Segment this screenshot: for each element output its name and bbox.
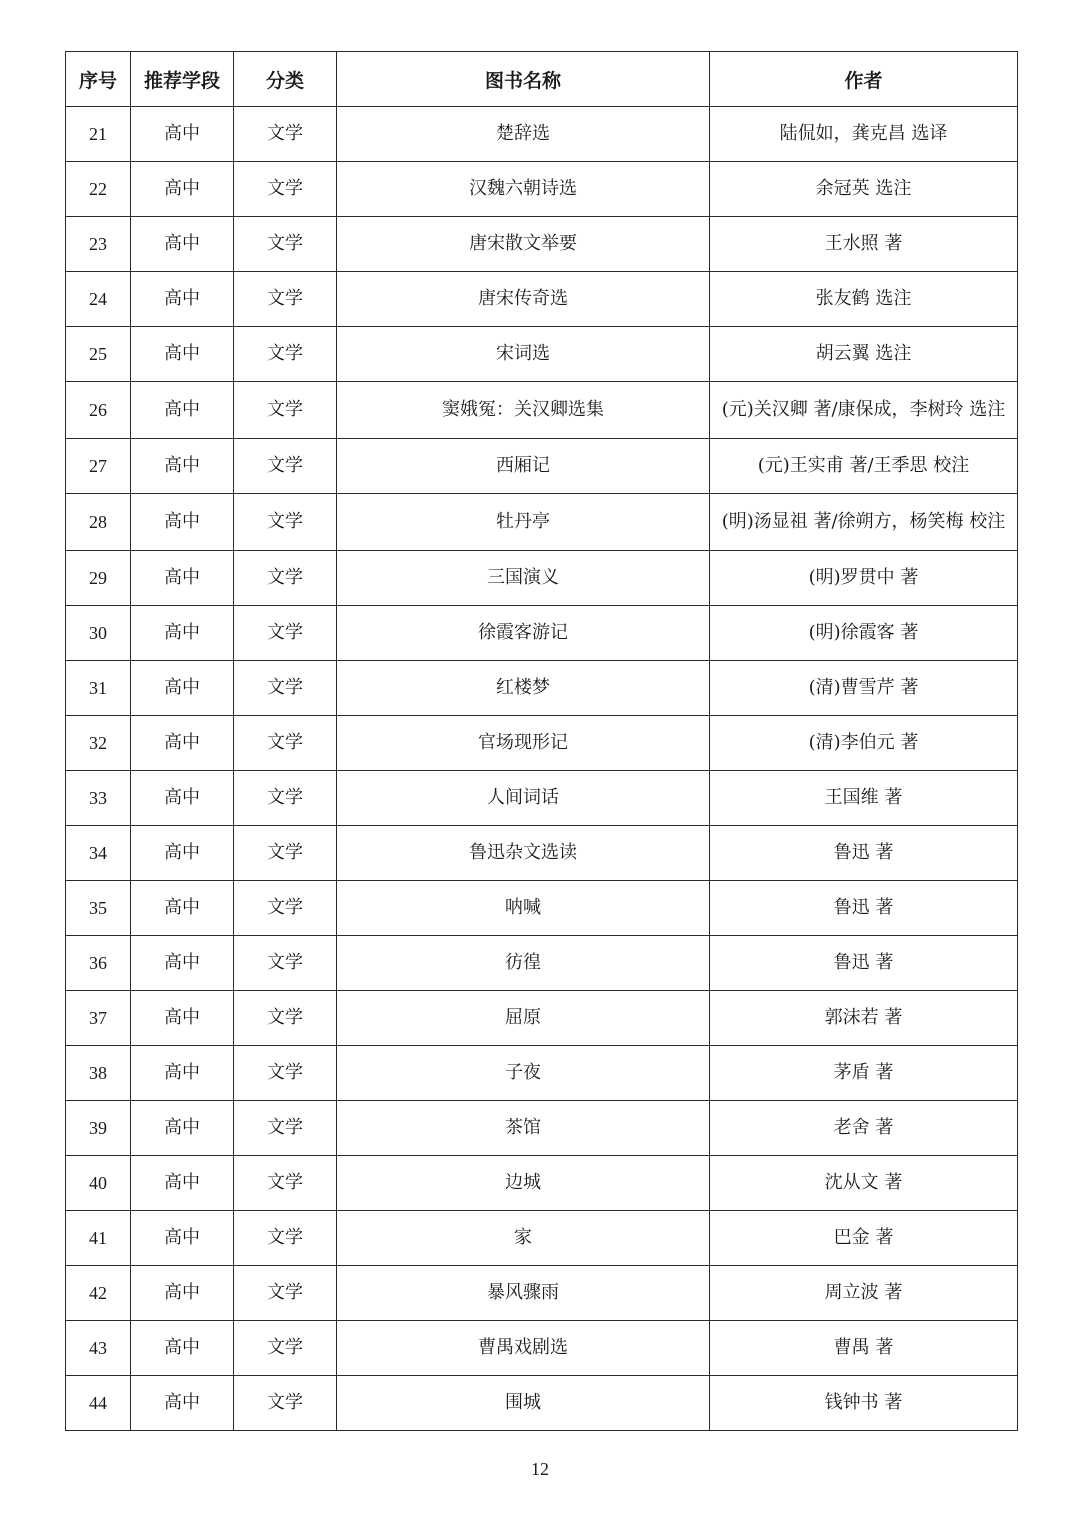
cell-index: 33 [66, 771, 131, 826]
cell-title: 屈原 [337, 991, 710, 1046]
cell-author: 曹禺 著 [710, 1321, 1018, 1376]
table-row [66, 881, 1018, 936]
cell-index: 31 [66, 661, 131, 716]
table-row [66, 991, 1018, 1046]
header-row [66, 52, 1018, 107]
cell-author: (明)汤显祖 著/徐朔方，杨笑梅 校注 [710, 494, 1018, 551]
cell-stage: 高中 [131, 716, 234, 771]
cell-category: 文学 [234, 107, 337, 162]
cell-author: (清)曹雪芹 著 [710, 661, 1018, 716]
cell-category: 文学 [234, 606, 337, 661]
cell-title: 围城 [337, 1376, 710, 1431]
cell-title: 茶馆 [337, 1101, 710, 1156]
cell-index: 38 [66, 1046, 131, 1101]
cell-index: 30 [66, 606, 131, 661]
cell-title: 呐喊 [337, 881, 710, 936]
cell-title: 宋词选 [337, 327, 710, 382]
cell-index: 36 [66, 936, 131, 991]
cell-title: 鲁迅杂文选读 [337, 826, 710, 881]
cell-category: 文学 [234, 327, 337, 382]
table-body [66, 107, 1018, 1431]
cell-stage: 高中 [131, 551, 234, 606]
cell-category: 文学 [234, 439, 337, 494]
cell-index: 27 [66, 439, 131, 494]
cell-title: 人间词话 [337, 771, 710, 826]
cell-category: 文学 [234, 826, 337, 881]
cell-stage: 高中 [131, 606, 234, 661]
table-row [66, 272, 1018, 327]
cell-stage: 高中 [131, 272, 234, 327]
cell-author: 老舍 著 [710, 1101, 1018, 1156]
header-title: 图书名称 [337, 52, 710, 107]
cell-category: 文学 [234, 881, 337, 936]
cell-author: (元)关汉卿 著/康保成，李树玲 选注 [710, 382, 1018, 439]
cell-category: 文学 [234, 1211, 337, 1266]
cell-index: 39 [66, 1101, 131, 1156]
table-row [66, 936, 1018, 991]
cell-stage: 高中 [131, 327, 234, 382]
cell-category: 文学 [234, 217, 337, 272]
cell-index: 22 [66, 162, 131, 217]
cell-stage: 高中 [131, 1046, 234, 1101]
cell-author: 陆侃如，龚克昌 选译 [710, 107, 1018, 162]
cell-index: 43 [66, 1321, 131, 1376]
cell-title: 边城 [337, 1156, 710, 1211]
cell-index: 42 [66, 1266, 131, 1321]
cell-category: 文学 [234, 1266, 337, 1321]
cell-category: 文学 [234, 1321, 337, 1376]
cell-author: 鲁迅 著 [710, 936, 1018, 991]
cell-author: 张友鹤 选注 [710, 272, 1018, 327]
cell-stage: 高中 [131, 661, 234, 716]
table-row [66, 606, 1018, 661]
cell-title: 家 [337, 1211, 710, 1266]
cell-category: 文学 [234, 494, 337, 551]
cell-category: 文学 [234, 936, 337, 991]
cell-index: 29 [66, 551, 131, 606]
header-author: 作者 [710, 52, 1018, 107]
table-row [66, 826, 1018, 881]
table-row [66, 1266, 1018, 1321]
cell-author: (明)罗贯中 著 [710, 551, 1018, 606]
cell-index: 24 [66, 272, 131, 327]
book-list-table [65, 51, 1018, 1431]
cell-stage: 高中 [131, 936, 234, 991]
cell-stage: 高中 [131, 1156, 234, 1211]
cell-author: (元)王实甫 著/王季思 校注 [710, 439, 1018, 494]
table-row [66, 551, 1018, 606]
cell-stage: 高中 [131, 826, 234, 881]
cell-category: 文学 [234, 1101, 337, 1156]
table-row [66, 494, 1018, 551]
cell-author: 茅盾 著 [710, 1046, 1018, 1101]
cell-author: 鲁迅 著 [710, 881, 1018, 936]
cell-stage: 高中 [131, 494, 234, 551]
cell-stage: 高中 [131, 217, 234, 272]
cell-title: 唐宋散文举要 [337, 217, 710, 272]
cell-title: 三国演义 [337, 551, 710, 606]
table-row [66, 1046, 1018, 1101]
cell-category: 文学 [234, 162, 337, 217]
table-row [66, 1101, 1018, 1156]
cell-title: 红楼梦 [337, 661, 710, 716]
table-row [66, 661, 1018, 716]
cell-title: 暴风骤雨 [337, 1266, 710, 1321]
cell-stage: 高中 [131, 1321, 234, 1376]
cell-author: 巴金 著 [710, 1211, 1018, 1266]
cell-index: 32 [66, 716, 131, 771]
cell-category: 文学 [234, 272, 337, 327]
cell-index: 23 [66, 217, 131, 272]
table-row [66, 107, 1018, 162]
cell-category: 文学 [234, 771, 337, 826]
cell-title: 汉魏六朝诗选 [337, 162, 710, 217]
table-row [66, 382, 1018, 439]
table-row [66, 1211, 1018, 1266]
cell-index: 44 [66, 1376, 131, 1431]
cell-author: 郭沫若 著 [710, 991, 1018, 1046]
table-row [66, 327, 1018, 382]
cell-category: 文学 [234, 1046, 337, 1101]
cell-index: 34 [66, 826, 131, 881]
cell-index: 37 [66, 991, 131, 1046]
cell-author: (明)徐霞客 著 [710, 606, 1018, 661]
cell-stage: 高中 [131, 1101, 234, 1156]
cell-title: 窦娥冤：关汉卿选集 [337, 382, 710, 439]
cell-stage: 高中 [131, 382, 234, 439]
page-number: 12 [531, 1459, 549, 1479]
cell-index: 35 [66, 881, 131, 936]
table-row [66, 716, 1018, 771]
table-row [66, 1156, 1018, 1211]
cell-title: 西厢记 [337, 439, 710, 494]
cell-category: 文学 [234, 1376, 337, 1431]
cell-stage: 高中 [131, 1266, 234, 1321]
table-row [66, 217, 1018, 272]
header-category: 分类 [234, 52, 337, 107]
table-row [66, 1321, 1018, 1376]
cell-stage: 高中 [131, 1211, 234, 1266]
cell-title: 曹禺戏剧选 [337, 1321, 710, 1376]
cell-stage: 高中 [131, 107, 234, 162]
cell-stage: 高中 [131, 1376, 234, 1431]
cell-author: (清)李伯元 著 [710, 716, 1018, 771]
cell-author: 王水照 著 [710, 217, 1018, 272]
cell-author: 鲁迅 著 [710, 826, 1018, 881]
cell-title: 彷徨 [337, 936, 710, 991]
cell-title: 楚辞选 [337, 107, 710, 162]
cell-category: 文学 [234, 716, 337, 771]
table-row [66, 439, 1018, 494]
cell-index: 25 [66, 327, 131, 382]
cell-title: 子夜 [337, 1046, 710, 1101]
cell-category: 文学 [234, 382, 337, 439]
cell-index: 41 [66, 1211, 131, 1266]
table-row [66, 771, 1018, 826]
table-row [66, 162, 1018, 217]
cell-stage: 高中 [131, 439, 234, 494]
cell-category: 文学 [234, 661, 337, 716]
cell-stage: 高中 [131, 162, 234, 217]
cell-author: 钱钟书 著 [710, 1376, 1018, 1431]
header-index: 序号 [66, 52, 131, 107]
cell-stage: 高中 [131, 771, 234, 826]
cell-author: 余冠英 选注 [710, 162, 1018, 217]
cell-author: 周立波 著 [710, 1266, 1018, 1321]
cell-index: 26 [66, 382, 131, 439]
header-stage: 推荐学段 [131, 52, 234, 107]
cell-index: 40 [66, 1156, 131, 1211]
cell-category: 文学 [234, 1156, 337, 1211]
cell-author: 胡云翼 选注 [710, 327, 1018, 382]
cell-title: 官场现形记 [337, 716, 710, 771]
cell-title: 唐宋传奇选 [337, 272, 710, 327]
cell-title: 牡丹亭 [337, 494, 710, 551]
cell-index: 28 [66, 494, 131, 551]
cell-index: 21 [66, 107, 131, 162]
cell-author: 王国维 著 [710, 771, 1018, 826]
cell-title: 徐霞客游记 [337, 606, 710, 661]
cell-author: 沈从文 著 [710, 1156, 1018, 1211]
cell-category: 文学 [234, 551, 337, 606]
table-row [66, 1376, 1018, 1431]
cell-stage: 高中 [131, 881, 234, 936]
cell-category: 文学 [234, 991, 337, 1046]
cell-stage: 高中 [131, 991, 234, 1046]
